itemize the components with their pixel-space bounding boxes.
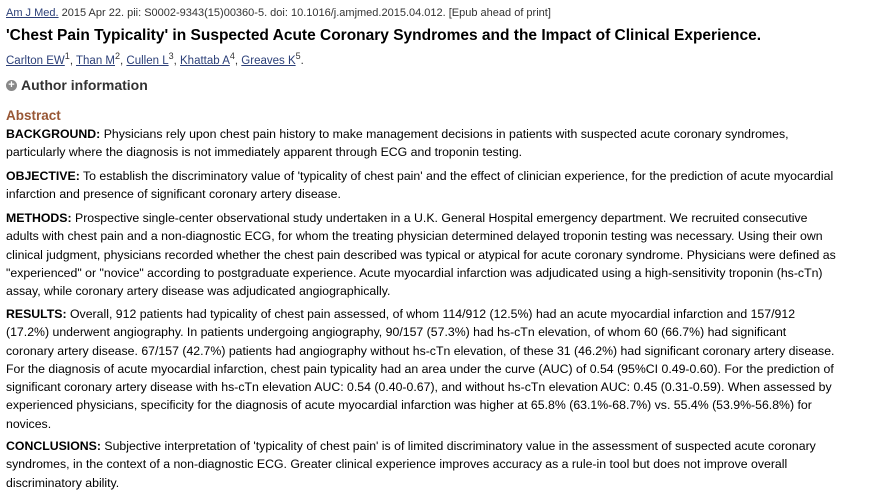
- author-link[interactable]: Greaves K: [241, 54, 296, 67]
- author-link[interactable]: Khattab A: [180, 54, 230, 67]
- plus-circle-icon[interactable]: +: [6, 80, 17, 91]
- abstract-section-methods: [6, 209, 836, 300]
- section-label: CONCLUSIONS:: [6, 439, 101, 453]
- author-list: Carlton $EW^1$, Than $M^2$, Cullen $L^3$, Khattab $A^4$, Greaves $K^5$.: [6, 51, 304, 67]
- section-text: Subjective interpretation of 'typicality of chest pain' is of limited discriminatory value in the assessment of suspected acute coronary syndromes, in the context of a non-diagnostic ECG. Greater clinical experience improves accuracy as a rule-in tool but does not improve overall discriminatory ability.: [6, 439, 816, 490]
- section-label: OBJECTIVE:: [6, 169, 80, 183]
- author-affiliation-sup[interactable]: 5: [295, 51, 301, 61]
- author-link[interactable]: Carlton EW: [6, 54, 65, 67]
- author-information-label[interactable]: Author information: [21, 77, 148, 93]
- section-text: Physicians rely upon chest pain history to make management decisions in patients with suspected acute coronary syndromes, particularly where the diagnosis is not immediately apparent through ECG and troponin testing.: [6, 127, 789, 160]
- citation-details: 2015 Apr 22. pii: S0002-9343(15)00360-5. doi: 10.1016/j.amjmed.2015.04.012. [Epub ahead of print]: [58, 7, 551, 19]
- abstract-section-background: [6, 125, 836, 162]
- author-affiliation-sup[interactable]: 2: [115, 51, 121, 61]
- section-text: To establish the discriminatory value of 'typicality of chest pain' and the effect of clinician experience, for the prediction of acute myocardial infarction and presence of significant coronary artery disease.: [6, 169, 834, 202]
- section-label: RESULTS:: [6, 307, 67, 321]
- journal-link[interactable]: Am J Med.: [6, 7, 59, 19]
- section-text: Prospective single-center observational study undertaken in a U.K. General Hospital emergency department. We recruited consecutive adults with chest pain and a non-diagnostic ECG, for whom the treating physician determined delayed troponin testing was necessary. Using their own clinical judgment, physicians recorded whether the chest pain described was typical or atypical for acute coronary syndrome. Physicians were defined as "experienced" or "novice" according to postgraduate experience. Acute myocardial infarction was adjudicated using a high-sensitivity troponin (hs-cTn) assay, while coronary artery disease was adjudicated angiographically.: [6, 211, 836, 299]
- author-link[interactable]: Cullen L: [126, 54, 169, 67]
- author-affiliation-sup[interactable]: 1: [64, 51, 70, 61]
- abstract-section-conclusions: [6, 437, 836, 492]
- section-label: BACKGROUND:: [6, 127, 101, 141]
- abstract-section-objective: [6, 167, 836, 204]
- article-title: 'Chest Pain Typicality' in Suspected Acute Coronary Syndromes and the Impact of Clinical Experience.: [6, 27, 762, 44]
- author-affiliation-sup[interactable]: 4: [229, 51, 235, 61]
- citation-line: [6, 7, 551, 19]
- author-information-toggle[interactable]: [6, 77, 148, 93]
- author-link[interactable]: Than M: [76, 54, 115, 67]
- abstract-section-results: [6, 305, 836, 433]
- section-text: Overall, 912 patients had typicality of chest pain assessed, of whom 114/912 (12.5%) had an acute myocardial infarction and 157/912 (17.2%) underwent angiography. In patients undergoing angiography, 90/157 (57.3%) had hs-cTn elevation, of whom 60 (66.7%) had significant coronary artery disease. 67/157 (42.7%) patients had angiography without hs-cTn elevation, of these 31 (46.2%) had significant coronary artery disease. For the diagnosis of acute myocardial infarction, chest pain typicality had an area under the curve (AUC) of 0.54 (95%CI 0.49-0.60). For the prediction of significant coronary artery disease with hs-cTn elevation AUC: 0.54 (0.40-0.67), and without hs-cTn elevation AUC: 0.45 (0.31-0.59). When assessed by experienced physicians, specificity for the diagnosis of acute myocardial infarction was higher at 65.8% (63.1%-68.7%) vs. 55.4% (53.9%-56.8%) for novices.: [6, 307, 835, 431]
- author-affiliation-sup[interactable]: 3: [168, 51, 174, 61]
- abstract-heading: Abstract: [6, 108, 61, 123]
- section-label: METHODS:: [6, 211, 72, 225]
